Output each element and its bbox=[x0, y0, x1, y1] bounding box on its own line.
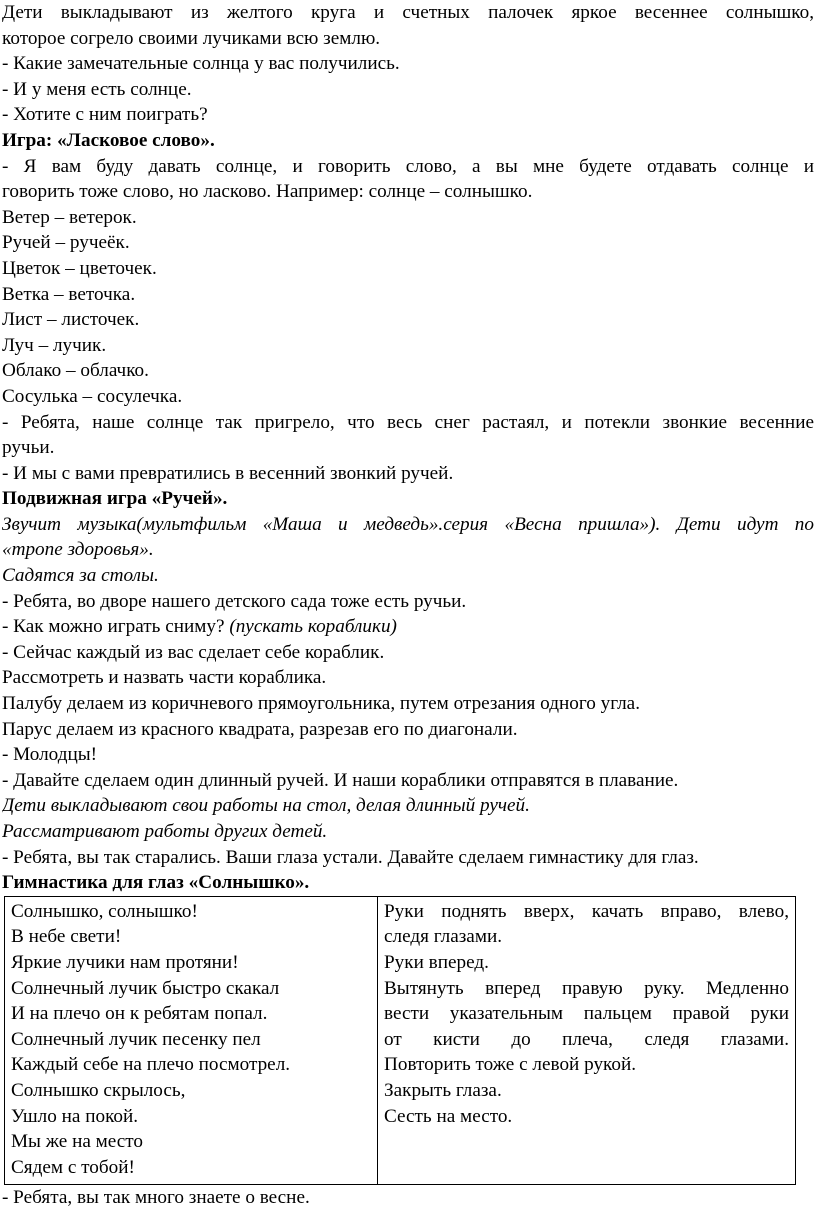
poem-line: Солнечный лучик быстро скакал bbox=[11, 977, 280, 999]
paragraph-line: - Хотите с ним поиграть? bbox=[2, 104, 208, 126]
paragraph-line: Цветок – цветочек. bbox=[2, 257, 157, 279]
poem-column bbox=[5, 896, 378, 1185]
paragraph-line: Сосулька – сосулечка. bbox=[2, 385, 183, 407]
paragraph-line: Садятся за столы. bbox=[2, 565, 159, 587]
paragraph-line: Подвижная игра «Ручей». bbox=[2, 488, 228, 510]
paragraph-line: Луч – лучик. bbox=[2, 334, 107, 356]
paragraph-line: - И у меня есть солнце. bbox=[2, 78, 192, 100]
paragraph-line: Гимнастика для глаз «Солнышко». bbox=[2, 872, 310, 894]
paragraph-line: Рассмотреть и назвать части кораблика. bbox=[2, 667, 327, 689]
paragraph-line: - И мы с вами превратились в весенний звонкий ручей. bbox=[2, 462, 454, 484]
paragraph-line: Ветер – ветерок. bbox=[2, 206, 137, 228]
paragraph-line: ручьи. bbox=[2, 437, 55, 459]
paragraph-line: говорить тоже слово, но ласково. Например: солнце – солнышко. bbox=[2, 181, 533, 203]
poem-line: Ушло на покой. bbox=[11, 1105, 139, 1127]
paragraph-line: Дети выкладывают свои работы на стол, делая длинный ручей. bbox=[2, 795, 530, 817]
paragraph-line: «тропе здоровья». bbox=[2, 539, 154, 561]
gymnastics-table bbox=[4, 896, 796, 1186]
poem-line: Сядем с тобой! bbox=[11, 1156, 135, 1178]
text-block-top bbox=[2, 0, 814, 589]
hint-text: (пускать кораблики) bbox=[229, 616, 397, 638]
poem-line: Солнышко, солнышко! bbox=[11, 900, 198, 922]
poem-line: Каждый себе на плечо посмотрел. bbox=[11, 1054, 291, 1076]
paragraph-line: Ветка – веточка. bbox=[2, 283, 136, 305]
instruction-line: Вытянуть вперед правую руку. Медленно bbox=[384, 977, 789, 999]
instruction-line: Руки поднять вверх, качать вправо, влево, bbox=[384, 900, 789, 922]
paragraph-line: - Я вам буду давать солнце, и говорить слово, а вы мне будете отдавать солнце и bbox=[2, 155, 814, 177]
paragraph-line: Рассматривают работы других детей. bbox=[2, 821, 328, 842]
poem-line: Мы же на место bbox=[11, 1131, 144, 1153]
question-text: - Как можно играть сниму? bbox=[2, 616, 230, 638]
instruction-line: Повторить тоже с левой рукой. bbox=[384, 1054, 637, 1076]
poem-line: В небе свети! bbox=[11, 926, 122, 948]
table-row bbox=[5, 896, 796, 1185]
text-block-streams bbox=[2, 589, 814, 615]
paragraph-line: Дети выкладывают из желтого круга и счетных палочек яркое весеннее солнышко, bbox=[2, 2, 814, 23]
paragraph-line: - Давайте сделаем один длинный ручей. И наши кораблики отправятся в плавание. bbox=[2, 769, 679, 791]
poem-line: Яркие лучики нам протяни! bbox=[11, 951, 239, 973]
poem-line: И на плечо он к ребятам попал. bbox=[11, 1003, 268, 1025]
paragraph-line: - Сейчас каждый из вас сделает себе кораблик. bbox=[2, 641, 385, 663]
poem-line: Солнышко скрылось, bbox=[11, 1079, 186, 1101]
text-block-boats bbox=[2, 640, 814, 896]
instruction-line: от кисти до плеча, следя глазами. bbox=[384, 1028, 789, 1050]
paragraph-line: - Ребята, вы так старались. Ваши глаза устали. Давайте сделаем гимнастику для глаз. bbox=[2, 846, 699, 868]
paragraph-line: - Ребята, во дворе нашего детского сада тоже есть ручьи. bbox=[2, 590, 467, 612]
paragraph-line: Лист – листочек. bbox=[2, 309, 140, 331]
paragraph-line: Звучит музыка(мультфильм «Маша и медведь».серия «Весна пришла»). Дети идут по bbox=[2, 513, 814, 535]
instruction-line: Руки вперед. bbox=[384, 951, 489, 973]
instruction-line: Сесть на место. bbox=[384, 1105, 513, 1127]
paragraph-line: Парус делаем из красного квадрата, разрезав его по диагонали. bbox=[2, 718, 518, 740]
paragraph-line: Палубу делаем из коричневого прямоугольника, путем отрезания одного угла. bbox=[2, 693, 640, 715]
paragraph-line: Ручей – ручеёк. bbox=[2, 232, 130, 254]
question-line bbox=[2, 614, 814, 640]
paragraph-line: - Какие замечательные солнца у вас получились. bbox=[2, 53, 400, 75]
paragraph-line: Игра: «Ласковое слово». bbox=[2, 129, 215, 151]
paragraph-line: - Ребята, наше солнце так пригрело, что весь снег растаял, и потекли звонкие весенние bbox=[2, 411, 814, 433]
closing-line: - Ребята, вы так много знаете о весне. bbox=[2, 1187, 310, 1209]
instructions-column bbox=[378, 896, 796, 1185]
paragraph-line: - Молодцы! bbox=[2, 744, 98, 766]
instruction-line: следя глазами. bbox=[384, 926, 503, 948]
instruction-line: вести указательным пальцем правой руки bbox=[384, 1003, 789, 1025]
poem-line: Солнечный лучик песенку пел bbox=[11, 1028, 261, 1050]
paragraph-line: которое согрело своими лучиками всю землю. bbox=[2, 27, 381, 49]
paragraph-line: Облако – облачко. bbox=[2, 360, 149, 382]
instruction-line: Закрыть глаза. bbox=[384, 1079, 502, 1101]
